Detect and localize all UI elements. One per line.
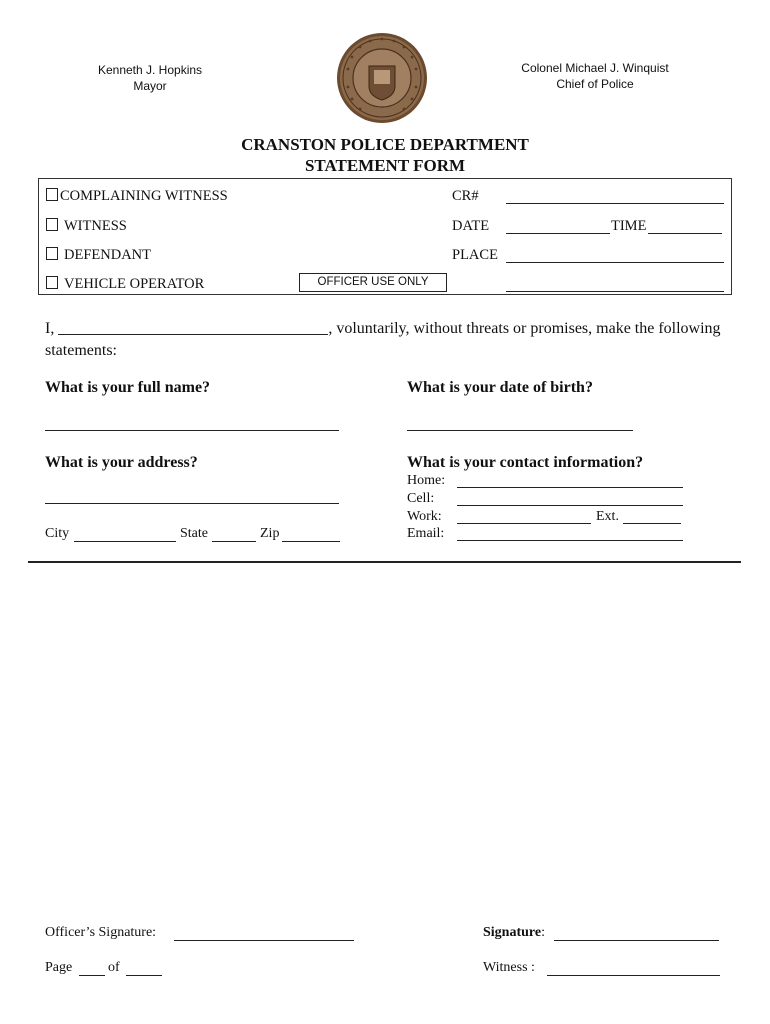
contact-question: What is your contact information? [407,454,644,471]
chief-title: Chief of Police [556,77,634,91]
cell-phone-field[interactable] [457,505,683,506]
zip-field[interactable] [282,541,340,542]
email-field[interactable] [457,540,683,541]
officer-signature-label: Officer’s Signature: [45,925,157,940]
cr-label: CR# [452,188,479,204]
dob-question: What is your date of birth? [407,379,593,396]
form-title: STATEMENT FORM [304,156,466,175]
signature-label: Signature: [483,925,545,940]
time-label: TIME [611,218,647,234]
full-name-field[interactable] [45,430,339,431]
home-label: Home: [407,473,446,488]
checkbox-icon[interactable] [46,218,58,231]
role-defendant[interactable]: DEFENDANT [46,247,151,264]
role-witness[interactable]: WITNESS [46,218,127,235]
address-field[interactable] [45,503,339,504]
statement-intro: I, , voluntarily, without threats or promises, make the following statements: [45,320,721,359]
checkbox-icon[interactable] [46,276,58,289]
email-label: Email: [407,526,445,541]
mayor-block [60,62,240,94]
work-label: Work: [407,509,442,524]
dob-field[interactable] [407,430,633,431]
statement-body-area[interactable] [45,575,735,905]
page-label: Page [45,960,73,975]
mayor-name: Kenneth J. Hopkins [97,63,203,77]
place-label: PLACE [452,247,498,263]
signature-field[interactable] [554,940,719,941]
date-field[interactable] [506,233,610,234]
checkbox-icon[interactable] [46,247,58,260]
home-phone-field[interactable] [457,487,683,488]
role-complaining-witness[interactable]: COMPLAINING WITNESS [46,188,228,205]
state-field[interactable] [212,541,256,542]
witness-label: Witness : [483,960,535,975]
city-seal-logo [336,32,428,124]
place-field[interactable] [506,262,724,263]
mayor-title: Mayor [133,79,167,93]
ext-field[interactable] [623,523,681,524]
date-label: DATE [452,218,490,234]
full-name-question: What is your full name? [45,379,211,396]
page-total-field[interactable] [126,975,162,976]
chief-name: Colonel Michael J. Winquist [521,61,669,75]
place-field-line2[interactable] [506,291,724,292]
role-vehicle-operator[interactable]: VEHICLE OPERATOR [46,276,204,293]
city-label: City [45,526,70,541]
section-divider [28,561,741,563]
work-phone-field[interactable] [457,523,591,524]
address-question: What is your address? [45,454,198,471]
time-field[interactable] [648,233,722,234]
checkbox-icon[interactable] [46,188,58,201]
declarant-name-field[interactable] [58,320,328,335]
cr-field[interactable] [506,203,724,204]
ext-label: Ext. [596,509,619,524]
state-label: State [180,526,208,541]
city-field[interactable] [74,541,176,542]
officer-signature-field[interactable] [174,940,354,941]
department-title: CRANSTON POLICE DEPARTMENT [241,135,529,154]
witness-field[interactable] [547,975,720,976]
cell-label: Cell: [407,491,435,506]
chief-block [505,60,685,92]
page-number-field[interactable] [79,975,105,976]
of-label: of [108,960,120,975]
zip-label: Zip [260,526,280,541]
officer-use-only-label: OFFICER USE ONLY [299,273,447,292]
